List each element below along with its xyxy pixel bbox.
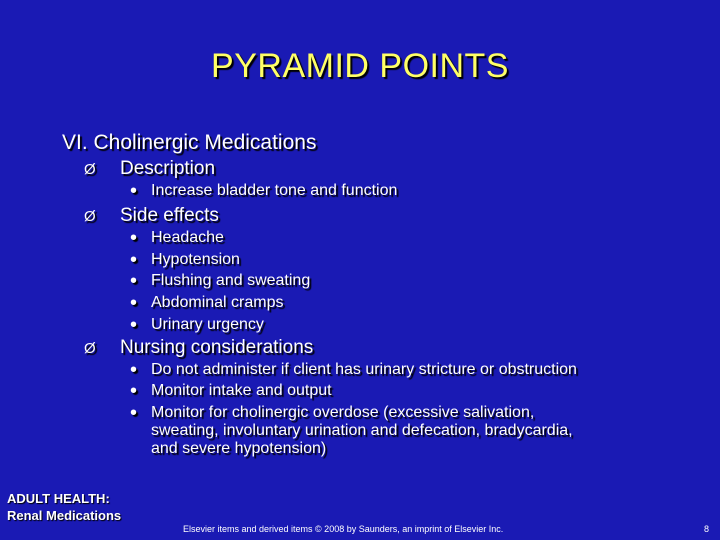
- section-heading: VI. Cholinergic Medications: [62, 131, 317, 154]
- description-label: Description: [120, 158, 216, 179]
- list-item: • Headache: [130, 227, 224, 249]
- arrow-bullet-icon: Ø: [84, 208, 96, 225]
- dot-bullet-icon: •: [130, 180, 138, 202]
- list-item-continuation: sweating, involuntary urination and defecation, bradycardia,: [151, 422, 573, 439]
- dot-bullet-icon: •: [130, 292, 138, 314]
- list-item: • Monitor intake and output: [130, 380, 332, 402]
- list-item: • Abdominal cramps: [130, 292, 284, 314]
- slide-title: PYRAMID POINTS: [211, 47, 509, 85]
- list-item-continuation: and severe hypotension): [151, 440, 327, 457]
- dot-bullet-icon: •: [130, 270, 138, 292]
- dot-bullet-icon: •: [130, 402, 138, 424]
- dot-bullet-icon: •: [130, 227, 138, 249]
- nursing-considerations-item: [84, 337, 313, 359]
- description-item: [84, 158, 215, 180]
- arrow-bullet-icon: Ø: [84, 161, 96, 178]
- dot-bullet-icon: •: [130, 249, 138, 271]
- copyright-notice: Elsevier items and derived items © 2008 by Saunders, an imprint of Elsevier Inc.: [183, 524, 504, 534]
- list-item: • Flushing and sweating: [130, 270, 311, 292]
- category-label: ADULT HEALTH: Renal Medications: [7, 491, 122, 523]
- list-item: • Monitor for cholinergic overdose (excessive salivation,: [130, 402, 535, 424]
- list-item: • Do not administer if client has urinary stricture or obstruction: [130, 359, 577, 381]
- list-item: • Hypotension: [130, 249, 240, 271]
- side-effects-item: [84, 205, 219, 227]
- nursing-considerations-label: Nursing considerations: [120, 337, 314, 358]
- side-effects-label: Side effects: [120, 205, 219, 226]
- page-number: 8: [704, 524, 710, 534]
- dot-bullet-icon: •: [130, 380, 138, 402]
- dot-bullet-icon: •: [130, 314, 138, 336]
- dot-bullet-icon: •: [130, 359, 138, 381]
- arrow-bullet-icon: Ø: [84, 340, 96, 357]
- list-item: • Urinary urgency: [130, 314, 264, 336]
- list-item: • Increase bladder tone and function: [130, 180, 398, 202]
